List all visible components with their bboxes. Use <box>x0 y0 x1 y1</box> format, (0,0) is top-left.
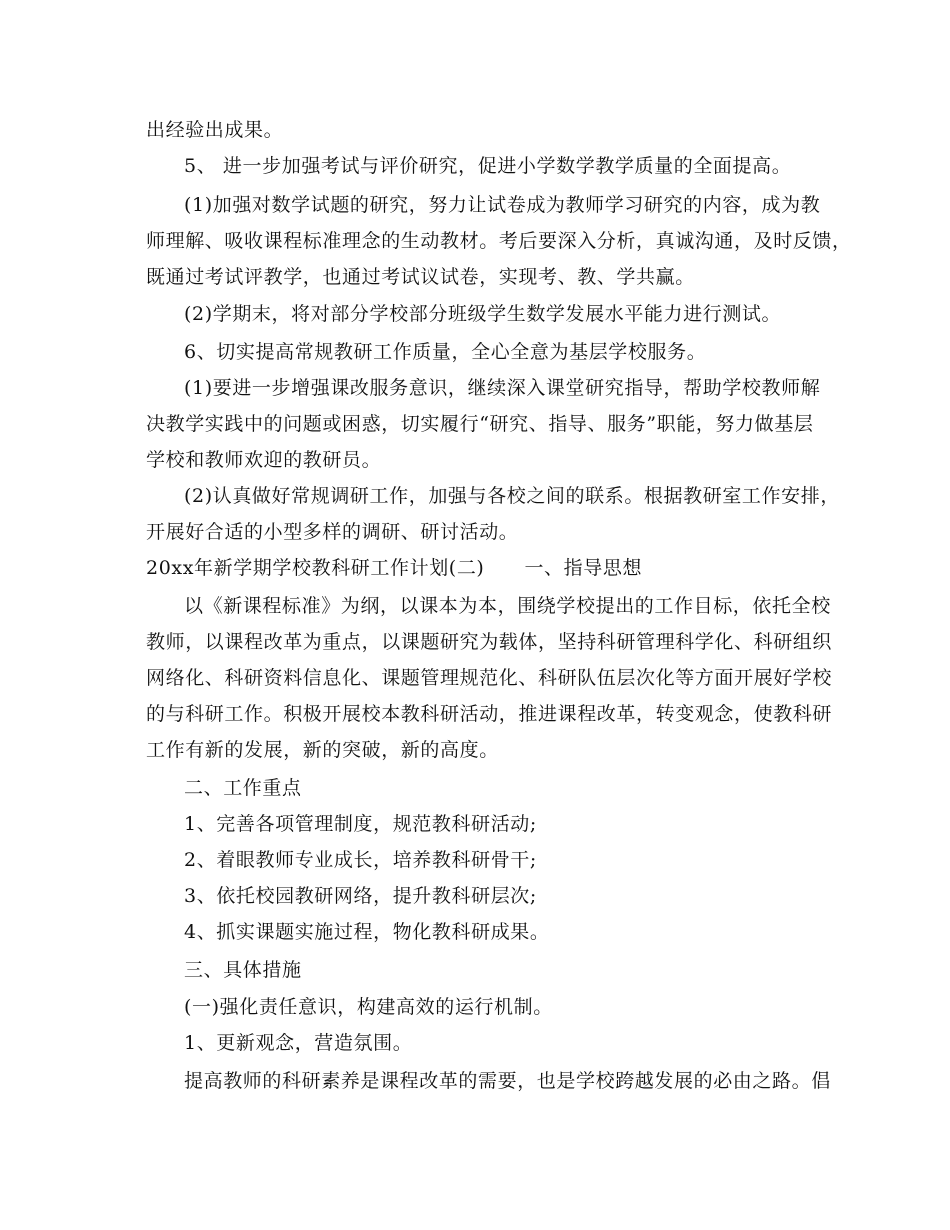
text-line: 6、切实提高常规教研工作质量，全心全意为基层学校服务。 <box>184 341 707 363</box>
list-item: 2、着眼教师专业成长，培养教科研骨干; <box>184 849 537 871</box>
section-title-line <box>146 556 642 580</box>
text-line: 既通过考试评教学，也通过考试议试卷，实现考、教、学共赢。 <box>146 266 695 288</box>
list-item: 3、依托校园教研网络，提升教科研层次; <box>184 885 537 907</box>
text-line: 5、 进一步加强考试与评价研究，促进小学数学教学质量的全面提高。 <box>184 155 792 177</box>
text-line: 出经验出成果。 <box>146 119 284 141</box>
text-line: 师理解、吸收课程标准理念的生动教材。考后要深入分析，真诚沟通，及时反馈， <box>146 230 852 252</box>
text-line: (2)学期末，将对部分学校部分班级学生数学发展水平能力进行测试。 <box>184 303 782 325</box>
section-heading: 二、工作重点 <box>184 777 302 799</box>
text-line: (1)加强对数学试题的研究，努力让试卷成为教师学习研究的内容，成为教 <box>184 194 821 216</box>
text-line: 工作有新的发展，新的突破，新的高度。 <box>146 739 499 761</box>
text-line: 的与科研工作。积极开展校本教科研活动，推进课程改革，转变观念，使教科研 <box>146 703 833 725</box>
text-line: (2)认真做好常规调研工作，加强与各校之间的联系。根据教研室工作安排， <box>184 485 840 507</box>
section-heading: 三、具体措施 <box>184 959 302 981</box>
text-line: 教师，以课程改革为重点，以课题研究为载体，坚持科研管理科学化、科研组织 <box>146 631 833 653</box>
section-title: 20xx年新学期学校教科研工作计划(二) <box>146 557 485 579</box>
list-item: 1、完善各项管理制度，规范教科研活动; <box>184 813 537 835</box>
list-item: 1、更新观念，营造氛围。 <box>184 1032 413 1054</box>
subsection-heading: (一)强化责任意识，构建高效的运行机制。 <box>184 996 553 1018</box>
text-line: 以《新课程标准》为纲，以课本为本，围绕学校提出的工作目标，依托全校 <box>184 595 831 617</box>
text-line: 开展好合适的小型多样的调研、研讨活动。 <box>146 521 519 543</box>
list-item: 4、抓实课题实施过程，物化教科研成果。 <box>184 921 550 943</box>
section-heading: 一、指导思想 <box>524 557 643 579</box>
text-line: 学校和教师欢迎的教研员。 <box>146 449 382 471</box>
text-line: 网络化、科研资料信息化、课题管理规范化、科研队伍层次化等方面开展好学校 <box>146 667 833 689</box>
text-line: 决教学实践中的问题或困惑，切实履行“研究、指导、服务”职能，努力做基层 <box>146 413 814 435</box>
text-line: (1)要进一步增强课改服务意识，继续深入课堂研究指导，帮助学校教师解 <box>184 377 821 399</box>
text-line: 提高教师的科研素养是课程改革的需要，也是学校跨越发展的必由之路。倡 <box>184 1070 831 1092</box>
